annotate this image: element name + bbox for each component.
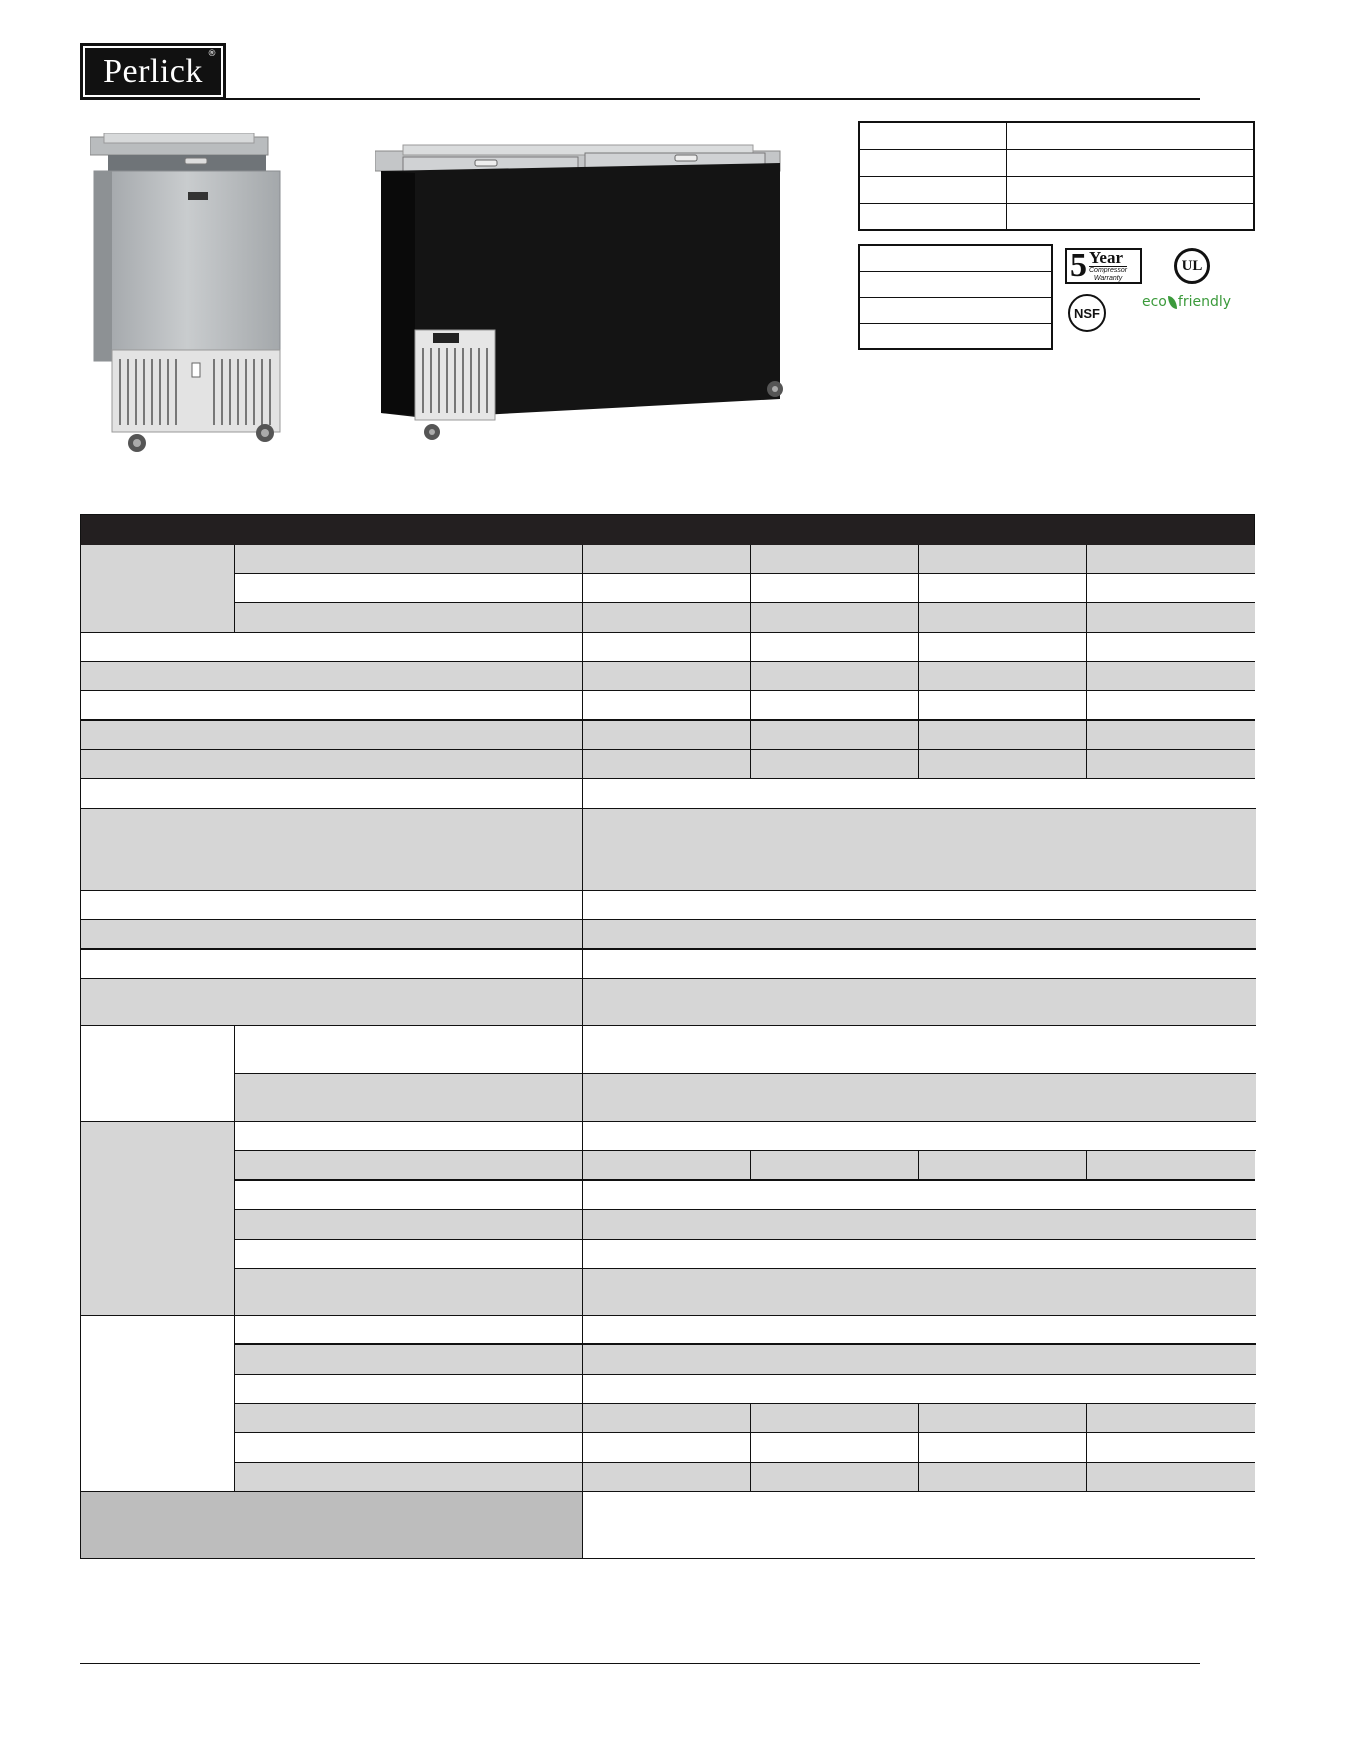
table-cell — [583, 1269, 1256, 1316]
table-cell — [583, 574, 751, 603]
eco-prefix: eco — [1142, 294, 1167, 310]
row-label — [81, 979, 583, 1026]
table-cell — [919, 721, 1087, 750]
row-label — [81, 809, 583, 891]
table-cell — [583, 1026, 1256, 1074]
table-cell — [1087, 691, 1255, 721]
row-label — [81, 1492, 583, 1558]
table-cell — [1087, 603, 1255, 633]
row-label — [81, 662, 583, 691]
table-cell — [1087, 721, 1255, 750]
table-row — [859, 203, 1254, 230]
table-cell — [859, 149, 1006, 176]
table-row — [859, 323, 1052, 349]
table-cell — [1087, 662, 1255, 691]
table-cell — [751, 1433, 919, 1463]
nsf-certified-icon — [1068, 294, 1106, 332]
table-cell — [1006, 149, 1254, 176]
row-label — [235, 1375, 583, 1404]
nsf-text: NSF — [1074, 305, 1100, 321]
table-cell — [1087, 574, 1255, 603]
table-cell — [859, 203, 1006, 230]
registered-mark: ® — [207, 49, 217, 59]
table-cell — [919, 603, 1087, 633]
table-cell — [583, 1404, 751, 1433]
table-cell — [919, 750, 1087, 779]
row-label — [235, 1240, 583, 1269]
footer-rule — [80, 1663, 1200, 1664]
table-cell — [919, 1463, 1087, 1492]
table-cell — [1087, 545, 1255, 574]
table-cell — [751, 691, 919, 721]
leaf-icon — [1168, 296, 1177, 309]
table-cell — [751, 603, 919, 633]
table-cell — [583, 979, 1256, 1026]
row-label — [235, 1463, 583, 1492]
row-label — [81, 633, 583, 662]
row-label — [81, 750, 583, 779]
model-info-table — [858, 121, 1255, 231]
header-rule — [80, 98, 1200, 100]
table-cell — [1087, 1404, 1255, 1433]
table-cell — [1087, 750, 1255, 779]
warranty-number: 5 — [1070, 247, 1087, 284]
warranty-label: Warranty — [1093, 275, 1123, 282]
table-cell — [583, 1433, 751, 1463]
eco-suffix: friendly — [1177, 294, 1232, 310]
table-cell — [583, 1210, 1256, 1240]
table-cell — [1087, 1433, 1255, 1463]
table-cell — [859, 122, 1006, 149]
row-label — [235, 1269, 583, 1316]
warranty-compressor: Compressor — [1089, 267, 1128, 275]
table-cell — [583, 809, 1256, 891]
row-label — [235, 1181, 583, 1210]
table-cell — [583, 603, 751, 633]
row-label — [81, 891, 583, 920]
table-cell — [751, 545, 919, 574]
table-cell — [583, 1492, 1256, 1558]
table-cell — [751, 633, 919, 662]
table-cell — [859, 323, 1052, 349]
table-cell — [1006, 122, 1254, 149]
table-cell — [583, 662, 751, 691]
table-cell — [583, 920, 1256, 950]
table-cell — [583, 750, 751, 779]
ul-listed-icon — [1174, 248, 1210, 284]
table-cell — [859, 271, 1052, 297]
table-cell — [919, 633, 1087, 662]
table-cell — [583, 950, 1256, 979]
specification-header-bar — [81, 515, 1254, 545]
table-cell — [919, 662, 1087, 691]
product-image-large-bottle-cooler — [375, 143, 795, 443]
row-group-label — [81, 545, 235, 633]
table-cell — [583, 1074, 1256, 1122]
table-cell — [1087, 1463, 1255, 1492]
row-label — [81, 721, 583, 750]
table-row — [859, 245, 1052, 271]
row-label — [235, 1433, 583, 1463]
table-cell — [859, 245, 1052, 271]
table-cell — [1006, 176, 1254, 203]
row-label — [235, 1316, 583, 1345]
five-year-warranty-badge — [1065, 248, 1142, 284]
row-label — [235, 1026, 583, 1074]
row-label — [81, 691, 583, 721]
row-label — [235, 545, 583, 574]
table-cell — [751, 721, 919, 750]
table-cell — [583, 1375, 1256, 1404]
table-cell — [859, 176, 1006, 203]
table-row — [859, 176, 1254, 203]
table-cell — [751, 1404, 919, 1433]
table-cell — [751, 662, 919, 691]
table-cell — [583, 1345, 1256, 1375]
table-cell — [919, 574, 1087, 603]
table-row — [859, 149, 1254, 176]
table-cell — [751, 1151, 919, 1181]
table-cell — [583, 891, 1256, 920]
table-cell — [583, 545, 751, 574]
table-cell — [1087, 1151, 1255, 1181]
table-cell — [859, 297, 1052, 323]
row-label — [235, 1345, 583, 1375]
row-label — [81, 779, 583, 809]
row-group-label — [81, 1026, 235, 1122]
table-cell — [751, 1463, 919, 1492]
row-label — [235, 1151, 583, 1181]
row-label — [235, 1404, 583, 1433]
model-selection-table — [858, 244, 1053, 350]
table-cell — [919, 1404, 1087, 1433]
table-row — [859, 271, 1052, 297]
table-row — [859, 297, 1052, 323]
table-cell — [919, 1151, 1087, 1181]
row-label — [235, 1122, 583, 1151]
row-label — [81, 920, 583, 950]
table-cell — [583, 1181, 1256, 1210]
row-label — [235, 574, 583, 603]
row-label — [81, 950, 583, 979]
table-cell — [751, 750, 919, 779]
specification-table — [80, 514, 1255, 1559]
eco-friendly-logo — [1142, 294, 1231, 310]
table-cell — [583, 1463, 751, 1492]
table-cell — [919, 545, 1087, 574]
table-cell — [1087, 633, 1255, 662]
table-cell — [583, 721, 751, 750]
row-label — [235, 603, 583, 633]
perlick-logo — [80, 43, 226, 100]
table-cell — [919, 1433, 1087, 1463]
table-cell — [1006, 203, 1254, 230]
row-group-label — [81, 1122, 235, 1316]
table-cell — [583, 633, 751, 662]
ul-text: UL — [1181, 257, 1203, 274]
table-cell — [583, 1316, 1256, 1345]
table-row — [859, 122, 1254, 149]
table-cell — [583, 1240, 1256, 1269]
row-label — [235, 1210, 583, 1240]
row-label — [235, 1074, 583, 1122]
table-cell — [583, 1151, 751, 1181]
product-image-small-bottle-cooler — [90, 133, 300, 453]
table-cell — [583, 691, 751, 721]
logo-text: Perlick — [103, 52, 203, 90]
table-cell — [751, 574, 919, 603]
row-group-label — [81, 1316, 235, 1492]
table-cell — [583, 1122, 1256, 1151]
table-cell — [583, 779, 1256, 809]
table-cell — [919, 691, 1087, 721]
warranty-year: Year — [1089, 249, 1127, 267]
